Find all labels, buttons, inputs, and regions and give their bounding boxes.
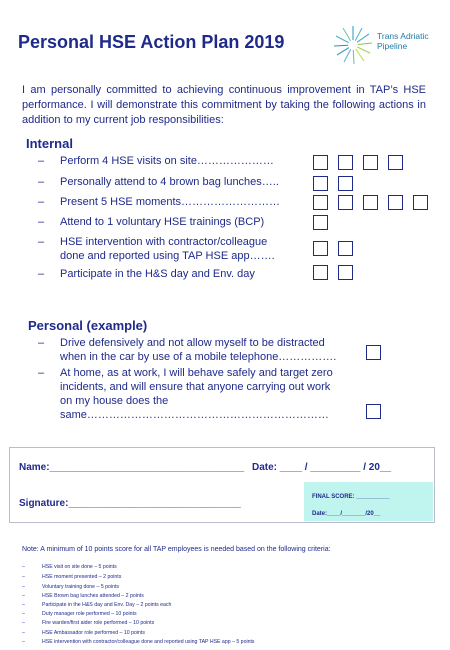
personal-heading-example: (example)	[86, 318, 148, 333]
personal-item	[38, 336, 368, 364]
criteria-text: HSE intervention with contractor/colleague done and reported using TAP HSE app – 5 points	[42, 639, 255, 645]
checkbox[interactable]	[313, 215, 328, 230]
bullet-dash: –	[38, 196, 45, 208]
bullet-dash: –	[38, 236, 45, 248]
logo-text	[377, 31, 429, 51]
personal-item-line: At home, as at work, I will behave safely and target zero	[60, 367, 333, 379]
criteria-note: Note: A minimum of 10 points score for all TAP employees is needed based on the following criteria:	[22, 546, 331, 553]
checkbox[interactable]	[313, 265, 328, 280]
checkbox[interactable]	[313, 241, 328, 256]
criteria-text: HSE visit on site done – 5 points	[42, 564, 117, 570]
internal-item-text: Participate in the H&S day and Env. day	[60, 268, 255, 280]
signature-field[interactable]: Signature:_______________________________	[19, 498, 241, 509]
internal-item-text-line-2: done and reported using TAP HSE app…….	[60, 250, 275, 262]
checkbox[interactable]	[338, 195, 353, 210]
criteria-text: Participate in the H&S day and Env. Day – 2 points each	[42, 602, 172, 608]
personal-heading-label: Personal	[28, 318, 83, 333]
score-date-field[interactable]: Date:____/_______/20__	[312, 511, 381, 517]
checkbox[interactable]	[413, 195, 428, 210]
criteria-text: Fire warden/first aider role performed – 10 points	[42, 620, 155, 626]
name-field[interactable]: Name:___________________________________	[19, 462, 245, 473]
internal-item	[38, 215, 438, 229]
internal-item-text: Perform 4 HSE visits on site…………………	[60, 155, 274, 167]
checkbox[interactable]	[313, 176, 328, 191]
internal-item	[38, 235, 438, 263]
bullet-dash: –	[38, 176, 45, 188]
criteria-text: HSE Brown bag lunches attended – 2 points	[42, 593, 144, 599]
checkbox[interactable]	[366, 345, 381, 360]
internal-item-text: HSE intervention with contractor/colleague	[60, 236, 268, 248]
checkbox[interactable]	[338, 155, 353, 170]
bullet-dash: –	[38, 155, 45, 167]
checkbox[interactable]	[363, 155, 378, 170]
bullet-dash: –	[38, 367, 45, 379]
logo-line-1: Trans Adriatic	[377, 31, 429, 41]
checkbox[interactable]	[338, 265, 353, 280]
final-score-field[interactable]: FINAL SCORE: __________	[312, 494, 390, 500]
checkbox[interactable]	[388, 195, 403, 210]
commitment-paragraph: I am personally committed to achieving continuous improvement in TAP’s HSE performance. I will demonstrate this commitment by taking the following actions in addition to my current job responsibilities:	[22, 84, 426, 126]
checkbox[interactable]	[313, 195, 328, 210]
checkbox[interactable]	[363, 195, 378, 210]
personal-item-line: when in the car by use of a mobile telephone…………….	[60, 351, 337, 363]
criteria-text: HSE moment presented – 2 points	[42, 574, 122, 580]
internal-item-text: Present 5 HSE moments………………………	[60, 196, 281, 208]
internal-item-text: Personally attend to 4 brown bag lunches…..	[60, 176, 279, 188]
date-field[interactable]: Date: ____ / _________ / 20__	[252, 462, 391, 473]
internal-item	[38, 195, 438, 209]
internal-item	[38, 154, 438, 168]
bullet-dash: –	[38, 337, 45, 349]
tap-logo-icon	[332, 24, 374, 66]
criteria-text: Voluntary training done – 5 points	[42, 584, 120, 590]
bullet-dash: –	[38, 268, 45, 280]
criteria-text: Duty manager role performed – 10 points	[42, 611, 137, 617]
checkbox[interactable]	[338, 241, 353, 256]
personal-heading	[28, 318, 147, 333]
checkbox[interactable]	[388, 155, 403, 170]
personal-item	[38, 366, 368, 422]
personal-item-line: Drive defensively and not allow myself to be distracted	[60, 337, 325, 349]
personal-item-line: on my house does the	[60, 395, 169, 407]
page-title: Personal HSE Action Plan 2019	[18, 32, 285, 52]
checkbox[interactable]	[313, 155, 328, 170]
checkbox[interactable]	[366, 404, 381, 419]
logo-line-2: Pipeline	[377, 41, 408, 51]
bullet-dash: –	[38, 216, 45, 228]
internal-item	[38, 175, 438, 189]
internal-item	[38, 267, 438, 281]
criteria-text: HSE Ambassador role performed – 10 points	[42, 630, 145, 636]
checkbox[interactable]	[338, 176, 353, 191]
personal-item-line: same…………………………………………………………	[60, 409, 329, 421]
internal-item-text: Attend to 1 voluntary HSE trainings (BCP)	[60, 216, 265, 228]
internal-heading: Internal	[26, 136, 73, 151]
personal-item-line: incidents, and will ensure that anyone carrying out work	[60, 381, 331, 393]
